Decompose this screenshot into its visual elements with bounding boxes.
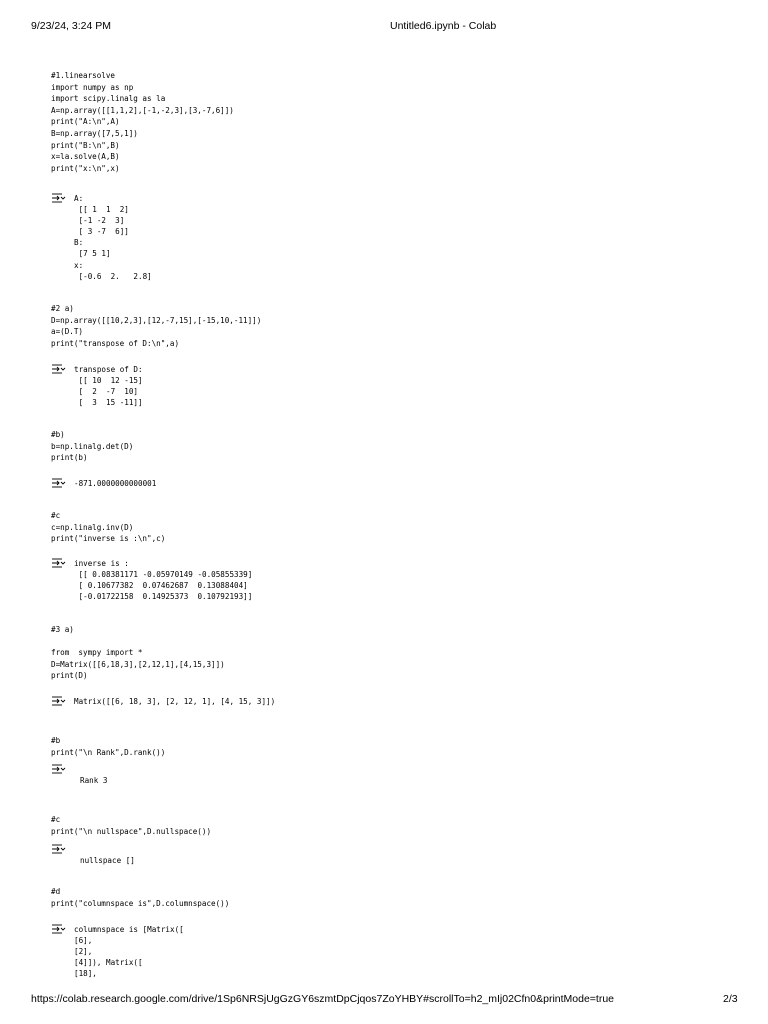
output-toggle-icon[interactable] [51,364,67,375]
output-toggle-icon[interactable] [51,764,67,775]
code-cell[interactable] [51,814,751,837]
output-toggle-icon[interactable] [51,193,67,204]
output-toggle-icon[interactable] [51,478,67,489]
document-title: Untitled6.ipynb - Colab [390,20,497,32]
code-cell[interactable] [51,735,751,758]
output-text: transpose of D: [[ 10 12 -15] [ 2 -7 10] [ 3 15 -11]] [74,365,143,408]
code-text: #d print("columnspace is",D.columnspace()) [51,887,230,908]
code-text: #b) b=np.linalg.det(D) print(b) [51,430,134,463]
output-text: inverse is : [[ 0.08381171 -0.05970149 -0.05855339] [ 0.10677382 0.07462687 0.13088404] [-0.01722158 0.14925373 0.10792193]] [74,559,253,602]
output-text: Matrix([[6, 18, 3], [2, 12, 1], [4, 15, 3]]) [74,697,276,706]
output-toggle-icon[interactable] [51,844,67,855]
code-text: #c c=np.linalg.inv(D) print("inverse is :\n",c) [51,511,166,544]
output-text: -871.0000000000001 [74,479,157,488]
output-text: nullspace [] [80,856,135,865]
code-text: #b print("\n Rank",D.rank()) [51,736,166,757]
page-number: 2/3 [723,993,738,1005]
code-text: #c print("\n nullspace",D.nullspace()) [51,815,212,836]
output-toggle-icon[interactable] [51,696,67,707]
code-cell[interactable] [51,429,751,464]
code-text: #1.linearsolve import numpy as np import scipy.linalg as la A=np.array([[1,1,2],[-1,-2,3],[3,-7,6]]) print("A:\n",A) B=np.array([7,5,1]) print("B:\n",B) x=la.solve(A,B) print("x:\n",x) [51,71,234,173]
code-cell[interactable] [51,70,751,174]
code-cell[interactable] [51,886,751,909]
output-text: A: [[ 1 1 2] [-1 -2 3] [ 3 -7 6]] B: [7 5 1] x: [-0.6 2. 2.8] [74,194,152,281]
print-datetime: 9/23/24, 3:24 PM [31,20,111,32]
output-text: Rank 3 [80,776,108,785]
output-text: columnspace is [Matrix([ [6], [2], [4]]), Matrix([ [18], [74,925,184,979]
code-text: #3 a) from sympy import * D=Matrix([[6,18,3],[2,12,1],[4,15,3]]) print(D) [51,625,225,681]
code-cell[interactable] [51,303,751,349]
code-cell[interactable] [51,624,751,682]
page-url: https://colab.research.google.com/drive/1Sp6NRSjUgGzGY6szmtDpCjqos7ZoYHBY#scrollTo=h2_mIj02Cfn0&printMode=true [31,993,615,1005]
output-toggle-icon[interactable] [51,924,67,935]
code-text: #2 a) D=np.array([[10,2,3],[12,-7,15],[-15,10,-11]]) a=(D.T) print("transpose of D:\n",a) [51,304,262,348]
output-toggle-icon[interactable] [51,558,67,569]
code-cell[interactable] [51,510,751,545]
